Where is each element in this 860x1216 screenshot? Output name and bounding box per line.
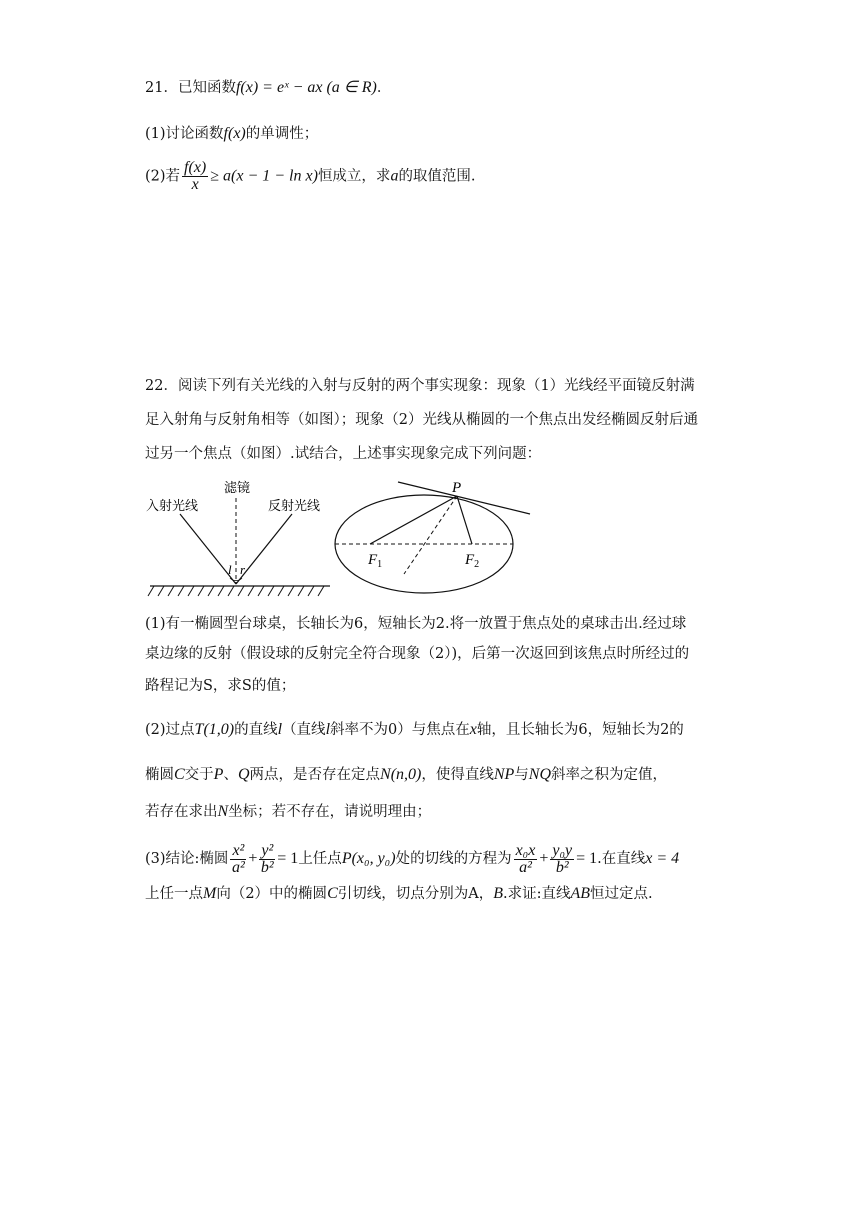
- q22-p2-text-e: 轴，且长轴长为6，短轴长为2的: [476, 722, 684, 738]
- q21-function: f(x) = eˣ − ax (a ∈ R): [235, 79, 377, 96]
- q21-part1-prefix: (1)讨论函数: [145, 126, 224, 142]
- frac-y0y-num: y₀y: [552, 841, 573, 859]
- q21-part1-func: f(x): [223, 125, 246, 142]
- line-NQ: NQ: [528, 766, 552, 783]
- focus-F1-label: $F_1$: [368, 552, 383, 570]
- q22-p3-text-g: 引切线，切点分别为A，: [337, 886, 494, 902]
- q21-fraction-num: f(x): [184, 159, 207, 176]
- plus-2: +: [539, 850, 549, 867]
- ellipse-figure: [330, 474, 535, 599]
- q22-p3-text-f: 向（2）中的椭圆: [216, 886, 328, 902]
- q22-part3-line2: [145, 884, 653, 904]
- frac-y2-b2: [259, 843, 275, 876]
- frac-a2-den-2: a²: [519, 858, 532, 876]
- q22-p3-text-h: .求证:直线: [503, 886, 571, 902]
- point-P-label: P: [452, 480, 462, 496]
- line-l: l: [277, 721, 283, 738]
- point-Q: Q: [237, 766, 250, 783]
- tangent-line: [398, 482, 530, 514]
- q22-p2-text-a: (2)过点: [145, 722, 195, 738]
- equals-1: = 1: [277, 850, 299, 867]
- q22-intro-line3: 过另一个焦点（如图）.试结合，上述事实现象完成下列问题：: [145, 446, 542, 462]
- q22-p2-text-d: 斜率不为0）与焦点在: [330, 722, 470, 738]
- point-B: B: [493, 885, 503, 902]
- frac-x2-a2: [230, 843, 246, 876]
- q22-p3-text-i: 恒过定点.: [590, 886, 653, 902]
- angle-r-label: r: [240, 562, 246, 577]
- q22-p2-text-o: 坐标；若不存在，请说明理由；: [228, 804, 432, 820]
- q22-p3-text-b: 上任点: [298, 851, 342, 867]
- q22-p3-text-c: 处的切线的方程为: [395, 851, 512, 867]
- frac-y2-num: y²: [261, 841, 274, 859]
- q22-part1-line2: 桌边缘的反射（假设球的反射完全符合现象（2）)，后第一次返回到该焦点时所经过的: [145, 646, 690, 662]
- q21-statement: [145, 78, 391, 98]
- q21-part2: [145, 160, 476, 193]
- point-P0: P(x₀, y₀): [341, 850, 396, 867]
- q22-part1-line3: 路程记为S，求S的值；: [145, 678, 296, 694]
- point-P: P: [213, 766, 224, 783]
- x-axis-var: x: [469, 721, 477, 738]
- frac-x0x-num: x₀x: [515, 841, 536, 859]
- q21-part2-mid: 恒成立，求: [317, 168, 391, 185]
- line-NP: NP: [493, 766, 515, 783]
- q22-p2-text-i: 两点，是否存在定点: [249, 767, 381, 783]
- point-N-2: N: [217, 803, 229, 820]
- q21-part2-prefix: (2)若: [145, 168, 181, 185]
- q21-part1: [145, 124, 318, 144]
- q21-tail: ．: [376, 80, 392, 96]
- q22-part1-line1: (1)有一椭圆型台球桌，长轴长为6，短轴长为2.将一放置于焦点处的桌球击出.经过球: [145, 616, 687, 632]
- ray-from-F1: [370, 496, 457, 544]
- equals-2: = 1: [576, 850, 598, 867]
- q22-p3-text-d: .在直线: [597, 851, 646, 867]
- frac-a2-den: a²: [231, 858, 245, 876]
- point-N: N(n,0): [380, 766, 422, 783]
- angle-l-label: l: [228, 562, 232, 577]
- q22-p2-text-b: 的直线: [234, 722, 278, 738]
- q22-p3-text-e: 上任一点: [145, 886, 203, 902]
- point-T: T(1,0): [194, 721, 235, 738]
- plus-1: +: [248, 850, 258, 867]
- q22-p2-text-f: 椭圆: [145, 767, 174, 783]
- q22-p2-text-c: （直线: [282, 722, 326, 738]
- q21-part1-suffix: 的单调性；: [245, 126, 319, 142]
- line-l-2: l: [325, 721, 331, 738]
- line-x-eq-4: x = 4: [645, 850, 680, 867]
- normal-dashed: [404, 496, 457, 574]
- q22-p2-text-h: 、: [223, 767, 238, 783]
- frac-x0x-a2: [514, 843, 538, 876]
- q21-part2-a: a: [390, 167, 399, 185]
- q21-fraction: [182, 160, 208, 193]
- reflected-label: 反射光线: [268, 498, 321, 513]
- q22-part3-line1: [145, 842, 679, 876]
- q22-p2-text-g: 交于: [184, 767, 214, 783]
- ellipse-C-2: C: [327, 885, 338, 902]
- incident-label: 入射光线: [146, 498, 199, 513]
- frac-b2-den: b²: [260, 858, 274, 876]
- q22-p2-text-k: 与: [514, 767, 529, 783]
- ray-to-F2: [457, 496, 472, 544]
- q22-part2-line1: [145, 720, 684, 740]
- q22-part2-line2: [145, 765, 667, 785]
- frac-x2-num: x²: [232, 841, 245, 859]
- q22-p2-text-j: ，使得直线: [421, 767, 494, 783]
- reflection-figure: [140, 474, 340, 599]
- q21-part2-suffix: 的取值范围.: [398, 168, 476, 185]
- line-AB: AB: [570, 885, 591, 902]
- q21-head: 21．已知函数: [145, 80, 236, 96]
- frac-b2-den-2: b²: [555, 858, 569, 876]
- ellipse-C: C: [174, 766, 185, 783]
- q22-intro-line1: 22．阅读下列有关光线的入射与反射的两个事实现象：现象（1）光线经平面镜反射满: [145, 378, 695, 394]
- q22-intro-line2: 足入射角与反射角相等（如图）；现象（2）光线从椭圆的一个焦点出发经椭圆反射后通: [145, 412, 698, 428]
- point-M: M: [203, 885, 217, 902]
- frac-y0y-b2: [550, 843, 574, 876]
- q22-p2-text-n: 若存在求出: [145, 804, 218, 820]
- q21-inequality: ≥ a(x − 1 − ln x): [210, 167, 318, 185]
- focus-F2-label: $F_2$: [465, 552, 480, 570]
- q21-fraction-den: x: [191, 176, 199, 193]
- q22-part2-line3: [145, 802, 431, 822]
- q22-p3-text-a: (3)结论:椭圆: [145, 851, 229, 867]
- filter-label: 滤镜: [224, 480, 251, 495]
- q22-p2-text-m: 斜率之积为定值，: [551, 767, 668, 783]
